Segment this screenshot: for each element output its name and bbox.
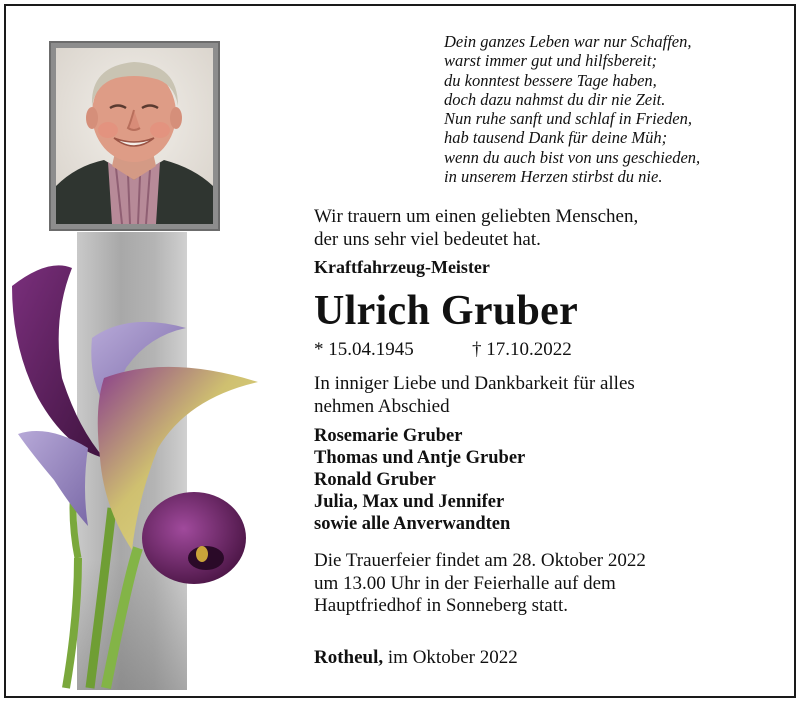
farewell-line: nehmen Abschied [314,395,450,417]
poem-line: wenn du auch bist von uns geschieden, [444,147,701,167]
funeral-service-info [314,550,784,618]
intro-text [314,205,784,251]
signoff [314,647,784,669]
mourners-list [314,425,784,535]
poem-line: in unserem Herzen stirbst du nie. [444,167,663,187]
farewell-text [314,373,784,418]
life-dates [314,339,784,361]
poem-line: hab tausend Dank für deine Müh; [444,128,668,148]
farewell-line: In inniger Liebe und Dankbarkeit für alles [314,373,635,394]
calla-lily-flowers [8,258,268,692]
poem-line: Dein ganzes Leben war nur Schaffen, [444,32,692,51]
mourner-name: Rosemarie Gruber [314,426,463,446]
portrait-frame [49,41,220,231]
memorial-poem [444,32,784,186]
deceased-profession: Kraftfahrzeug-Meister [314,257,490,277]
mourner-name: Julia, Max und Jennifer [314,492,505,512]
poem-line: Nun ruhe sanft und schlaf in Frieden, [444,109,692,129]
mourner-name: sowie alle Anverwandten [314,514,511,534]
portrait-illustration [56,48,213,224]
signoff-date: im Oktober 2022 [383,647,518,668]
poem-line: doch dazu nahmst du dir nie Zeit. [444,89,666,109]
intro-line: Wir trauern um einen geliebten Menschen, [314,206,639,227]
poem-line: du konntest bessere Tage haben, [444,70,657,90]
portrait-photo [56,48,213,224]
service-line: um 13.00 Uhr in der Feierhalle auf dem [314,572,616,594]
death-date: † 17.10.2022 [472,339,572,360]
mourner-name: Thomas und Antje Gruber [314,448,526,468]
poem-line: warst immer gut und hilfsbereit; [444,51,657,71]
birth-date: * 15.04.1945 [314,339,414,360]
service-line: Die Trauerfeier findet am 28. Oktober 2022 [314,550,646,571]
signoff-place: Rotheul, [314,647,384,668]
mourner-name: Ronald Gruber [314,470,436,490]
service-line: Hauptfriedhof in Sonneberg statt. [314,595,568,616]
intro-line: der uns sehr viel bedeutet hat. [314,229,541,250]
deceased-name: Ulrich Gruber [314,288,579,334]
